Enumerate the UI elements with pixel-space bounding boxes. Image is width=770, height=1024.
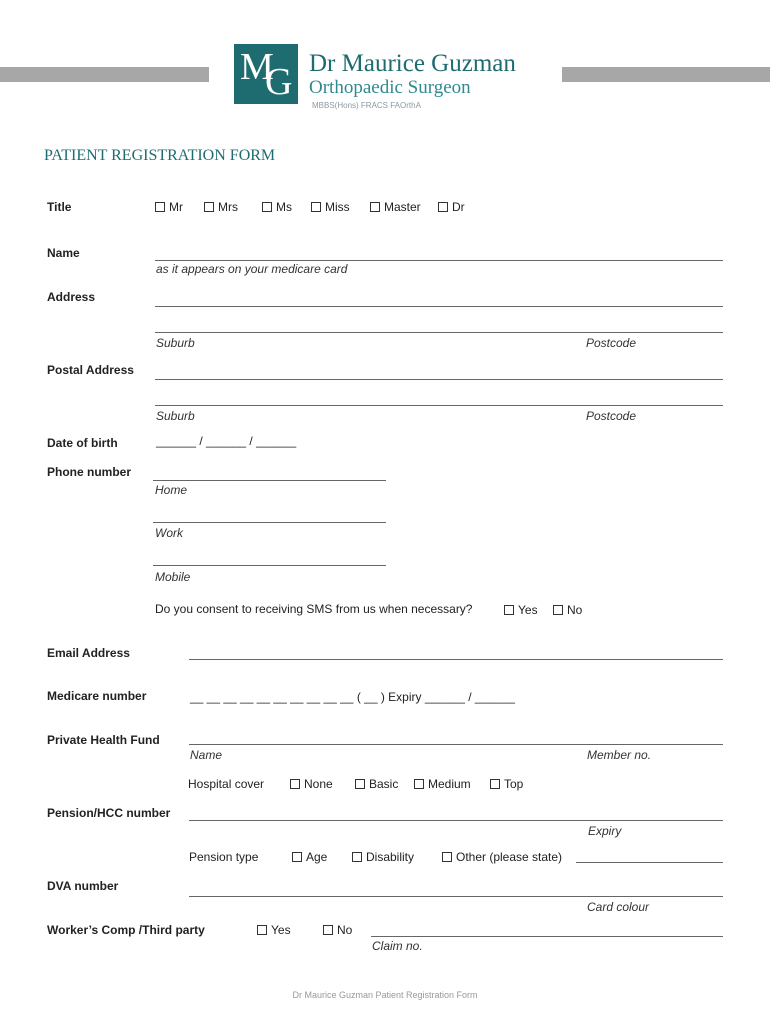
title-option-miss[interactable]: Miss [311,200,350,214]
sms-consent-yes[interactable]: Yes [504,603,538,617]
address-suburb-hint: Suburb [156,336,195,350]
pension-type-disability[interactable]: Disability [352,850,414,864]
postal-address-label: Postal Address [47,363,134,377]
checkbox-icon[interactable] [442,852,452,862]
checkbox-icon[interactable] [438,202,448,212]
dob-label: Date of birth [47,436,118,450]
doctor-specialty: Orthopaedic Surgeon [309,77,471,98]
title-option-dr[interactable]: Dr [438,200,465,214]
dva-card-colour-hint: Card colour [587,900,650,914]
phone-work-line[interactable] [153,522,386,523]
phone-label: Phone number [47,465,132,479]
form-title: PATIENT REGISTRATION FORM [44,147,276,164]
hospital-cover-basic[interactable]: Basic [355,777,398,791]
pension-line[interactable] [189,820,723,821]
email-input-line[interactable] [189,659,723,660]
sms-consent-question: Do you consent to receiving SMS from us when necessary? [155,602,473,616]
doctor-qualifications: MBBS(Hons) FRACS FAOrthA [312,101,421,110]
checkbox-icon[interactable] [257,925,267,935]
phone-home-hint: Home [155,483,188,497]
name-hint: as it appears on your medicare card [156,262,348,276]
checkbox-icon[interactable] [370,202,380,212]
address-postcode-hint: Postcode [586,336,637,350]
health-fund-member-hint: Member no. [587,748,652,762]
logo-letter-m: M [240,46,274,88]
doctor-name: Dr Maurice Guzman [309,50,516,77]
title-label: Title [47,200,72,214]
hospital-cover-top[interactable]: Top [490,777,523,791]
dva-label: DVA number [47,879,119,893]
sms-consent-no[interactable]: No [553,603,582,617]
header-bar-right [562,67,770,82]
health-fund-line[interactable] [189,744,723,745]
title-option-ms[interactable]: Ms [262,200,292,214]
checkbox-icon[interactable] [204,202,214,212]
medicare-label: Medicare number [47,689,147,703]
name-label: Name [47,246,80,260]
title-option-mr[interactable]: Mr [155,200,183,214]
name-input-line[interactable] [155,260,723,261]
health-fund-name-hint: Name [190,748,223,762]
pension-type-age[interactable]: Age [292,850,327,864]
email-label: Email Address [47,646,130,660]
postal-line-2[interactable] [155,405,723,406]
postal-line-1[interactable] [155,379,723,380]
pension-other-line[interactable] [576,862,723,863]
address-line-2[interactable] [155,332,723,333]
workers-comp-yes[interactable]: Yes [257,923,291,937]
claim-no-hint: Claim no. [372,939,423,953]
pension-expiry-hint: Expiry [588,824,622,838]
checkbox-icon[interactable] [504,605,514,615]
checkbox-icon[interactable] [323,925,333,935]
checkbox-icon[interactable] [311,202,321,212]
phone-mobile-line[interactable] [153,565,386,566]
address-line-1[interactable] [155,306,723,307]
phone-home-line[interactable] [153,480,386,481]
postal-suburb-hint: Suburb [156,409,195,423]
workers-comp-no[interactable]: No [323,923,352,937]
checkbox-icon[interactable] [292,852,302,862]
pension-label: Pension/HCC number [47,806,171,820]
hospital-cover-medium[interactable]: Medium [414,777,471,791]
pension-type-label: Pension type [189,850,259,864]
checkbox-icon[interactable] [355,779,365,789]
hospital-cover-none[interactable]: None [290,777,333,791]
pension-type-other[interactable]: Other (please state) [442,850,562,864]
claim-no-line[interactable] [371,936,723,937]
checkbox-icon[interactable] [262,202,272,212]
health-fund-label: Private Health Fund [47,733,160,747]
title-option-mrs[interactable]: Mrs [204,200,238,214]
title-option-master[interactable]: Master [370,200,421,214]
checkbox-icon[interactable] [155,202,165,212]
logo-letter-g: G [265,61,293,103]
postal-postcode-hint: Postcode [586,409,637,423]
logo [234,44,298,104]
phone-mobile-hint: Mobile [155,570,191,584]
checkbox-icon[interactable] [414,779,424,789]
dob-input[interactable]: ______ / ______ / ______ [156,434,297,448]
address-label: Address [47,290,96,304]
checkbox-icon[interactable] [553,605,563,615]
workers-comp-label: Worker’s Comp /Third party [47,923,205,937]
phone-work-hint: Work [155,526,183,540]
checkbox-icon[interactable] [490,779,500,789]
checkbox-icon[interactable] [290,779,300,789]
header-bar-left [0,67,209,82]
hospital-cover-label: Hospital cover [188,777,265,791]
page-footer: Dr Maurice Guzman Patient Registration Form [292,990,478,1000]
dva-line[interactable] [189,896,723,897]
medicare-input[interactable]: __ __ __ __ __ __ __ __ __ __ ( __ ) Expiry ______ / ______ [190,690,515,704]
checkbox-icon[interactable] [352,852,362,862]
